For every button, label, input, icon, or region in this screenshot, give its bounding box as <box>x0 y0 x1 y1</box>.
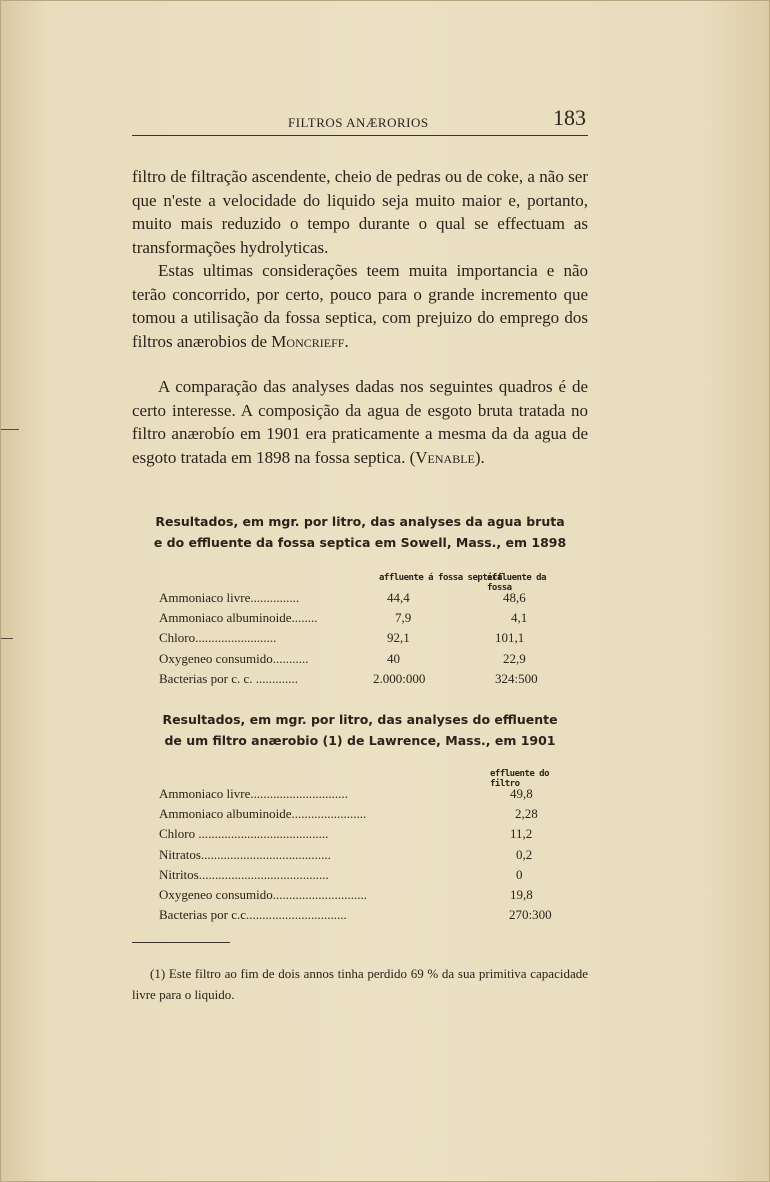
caption-line: de um filtro anærobio (1) de Lawrence, Mass., em 1901 <box>164 733 556 748</box>
running-header <box>132 105 588 136</box>
column-header: effluente do filtro <box>490 769 550 789</box>
row-label: Ammoniaco livre............... <box>159 590 300 605</box>
row-label: Oxygeneo consumido........... <box>159 650 309 666</box>
row-label: Chloro ........................................ <box>159 826 329 842</box>
paragraph-text: A comparação das analyses dadas nos seguintes quadros é de certo interesse. A composição da agua de esgoto bruta tratada no filtro anærobío em 1901 era praticamente a mesma da da agua de esgoto tratada em 1898 na fossa septica. ( <box>132 377 588 467</box>
page-edge-mark <box>1 638 13 639</box>
cell-value: 270:300 <box>509 907 552 923</box>
table-row <box>159 649 569 669</box>
table-row <box>159 628 569 648</box>
cell-value: 0 <box>516 866 523 882</box>
cell-value: 40 <box>387 650 400 666</box>
table-column-headers <box>159 767 569 789</box>
cell-value: 92,1 <box>387 630 410 646</box>
footnote-rule <box>132 942 230 943</box>
cell-value: 48,6 <box>503 590 526 605</box>
cell-value: 2,28 <box>515 806 538 822</box>
cell-value: 101,1 <box>495 630 525 646</box>
table-caption <box>132 511 588 553</box>
caption-line: Resultados, em mgr. por litro, das analyses da agua bruta <box>155 514 565 529</box>
paragraph-text: . <box>344 331 349 351</box>
paragraph <box>132 259 588 353</box>
paragraph <box>132 375 588 469</box>
table-row <box>159 608 569 628</box>
footnote-text: (1) Este filtro ao fim de dois annos tinha perdido 69 % da sua primitiva capacidade livre para o liquido. <box>132 966 588 1002</box>
table-row <box>159 824 569 844</box>
table-caption <box>132 709 588 751</box>
table-row <box>159 865 569 885</box>
column-header: effluente da fossa <box>487 573 547 593</box>
author-name: Moncrieff <box>271 331 345 351</box>
cell-value: 7,9 <box>395 610 412 626</box>
row-label: Ammoniaco livre.............................. <box>159 786 348 801</box>
table-row <box>159 669 569 689</box>
footnote <box>132 963 588 1005</box>
row-label: Bacterias por c. c. ............. <box>159 670 298 686</box>
table-row <box>159 588 569 608</box>
table-row <box>159 804 569 824</box>
cell-value: 2.000:000 <box>373 670 426 686</box>
paragraph-text: ). <box>474 447 485 467</box>
paragraph <box>132 165 588 259</box>
cell-value: 22,9 <box>503 650 526 666</box>
paragraph-text: filtro de filtração ascendente, cheio de pedras ou de coke, a não ser que n'este a velocidade do liquido seja muito maior e, portanto, muito mais reduzido o tempo durante o qual se effectuam as transformações hydrolyticas. <box>132 167 588 257</box>
caption-line: Resultados, em mgr. por litro, das analyses do effluente <box>162 712 558 727</box>
row-label: Ammoniaco albuminoide........ <box>159 610 318 626</box>
cell-value: 11,2 <box>510 826 533 842</box>
row-label: Nitratos........................................ <box>159 846 331 862</box>
cell-value: 4,1 <box>511 610 528 626</box>
body-text <box>132 165 588 469</box>
row-label: Nitritos........................................ <box>159 866 329 882</box>
cell-value: 44,4 <box>387 590 410 605</box>
cell-value: 19,8 <box>510 886 533 902</box>
page-number: 183 <box>553 105 586 130</box>
cell-value: 0,2 <box>516 846 533 862</box>
cell-value: 324:500 <box>495 670 538 686</box>
row-label: Ammoniaco albuminoide....................... <box>159 806 367 822</box>
table-row <box>159 784 569 804</box>
row-label: Bacterias por c.c............................... <box>159 907 347 923</box>
table-row <box>159 845 569 865</box>
table-row <box>159 905 569 925</box>
results-table-1901 <box>159 767 569 925</box>
author-name: Venable <box>415 447 475 467</box>
running-title: FILTROS ANÆRORIOS <box>288 115 429 130</box>
page-edge-mark <box>1 429 19 430</box>
row-label: Oxygeneo consumido............................. <box>159 886 367 902</box>
caption-line: e do effluente da fossa septica em Sowell, Mass., em 1898 <box>153 535 567 550</box>
row-label: Chloro......................... <box>159 630 277 646</box>
cell-value: 49,8 <box>510 786 533 801</box>
results-table-1898 <box>159 571 569 689</box>
table-row <box>159 885 569 905</box>
column-header: affluente á fossa septica <box>379 573 502 583</box>
table-column-headers <box>159 571 569 593</box>
paragraph-text: Estas ultimas considerações teem muita importancia e não terão concorrido, por certo, pouco para o grande incremento que tomou a utilisação da fossa septica, com prejuizo do emprego dos filtros anærobios de <box>132 261 588 351</box>
